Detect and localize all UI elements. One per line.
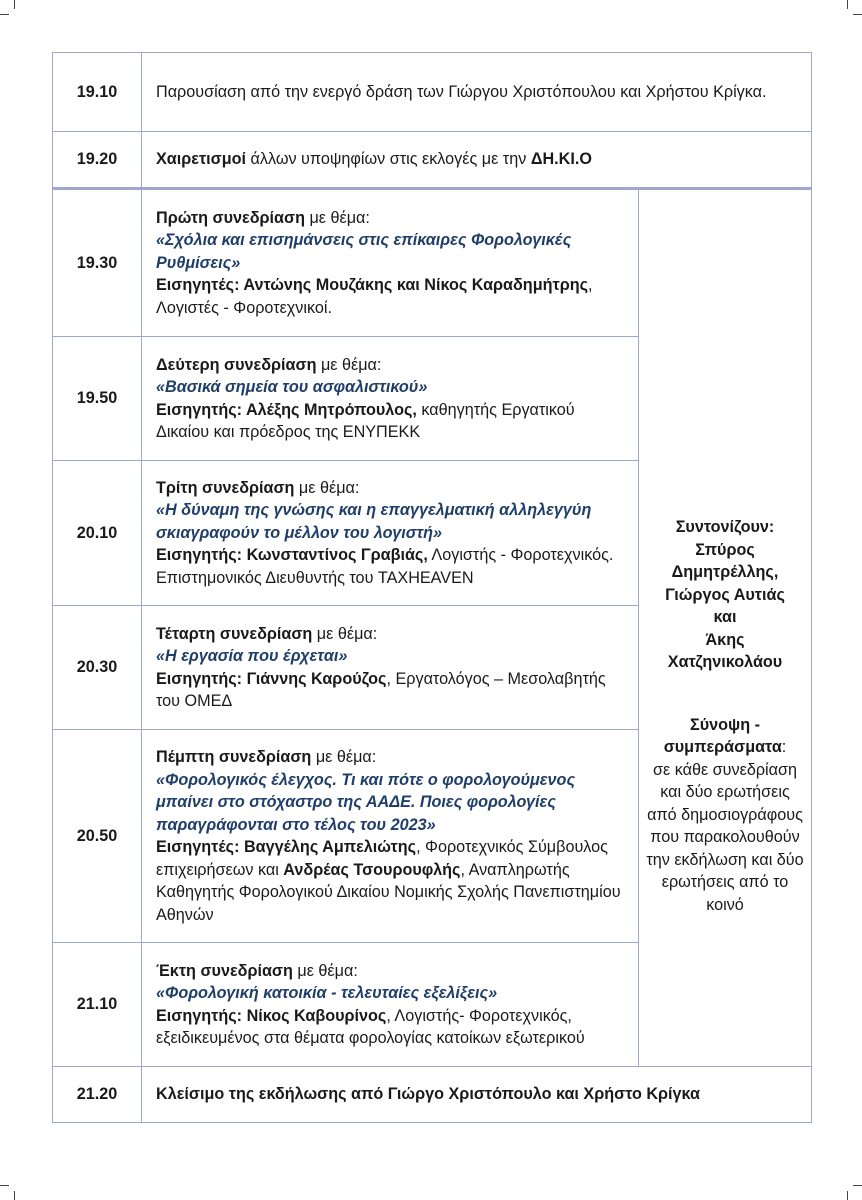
speaker-details: , Εργατολόγος – Μεσολαβητής του ΟΜΕΔ (156, 669, 606, 710)
time-cell: 20.30 (53, 606, 142, 730)
crop-mark (847, 0, 848, 9)
crop-mark (853, 14, 862, 15)
speaker-details: , Φοροτεχνικός Σύμβουλος επιχειρήσεων και (156, 838, 608, 879)
topic-intro: με θέμα: (316, 355, 382, 374)
speaker-names: Εισηγητής: Αλέξης Μητρόπουλος, (156, 400, 417, 419)
session-speakers (156, 1005, 624, 1050)
time-cell: 19.30 (53, 189, 142, 337)
session-heading (156, 477, 624, 500)
session-title: Πρώτη συνεδρίαση (156, 208, 305, 227)
speaker-details: καθηγητής Εργατικού Δικαίου και πρόεδρος της ΕΝΥΠΕΚΚ (156, 400, 575, 441)
session-description (142, 606, 639, 730)
session-topic: «Σχόλια και επισημάνσεις στις επίκαιρες Φορολογικές Ρυθμίσεις» (156, 231, 572, 272)
session-row (53, 189, 812, 337)
topic-intro: με θέμα: (294, 478, 360, 497)
program-table (52, 52, 812, 1123)
crop-mark (0, 1185, 9, 1186)
coordinator-conjunction: και (713, 608, 737, 626)
session-speakers (156, 399, 624, 444)
session-title: Τρίτη συνεδρίαση (156, 478, 295, 497)
time-cell: 20.50 (53, 730, 142, 943)
speaker-details: , Αναπληρωτής Καθηγητής Φορολογικού Δικαίου Νομικής Σχολής Πανεπιστημίου Αθηνών (156, 860, 621, 924)
speaker-names: Εισηγητής: Γιάννης Καρούζος (156, 669, 387, 688)
session-heading (156, 746, 624, 769)
session-heading (156, 207, 624, 230)
row-description (142, 132, 812, 189)
crop-mark (847, 1191, 848, 1200)
coordinator-name: Σπύρος (695, 540, 755, 559)
program-row (53, 53, 812, 132)
topic-intro: με θέμα: (311, 748, 377, 766)
topic-intro: με θέμα: (292, 961, 358, 980)
session-speakers (156, 836, 624, 926)
session-topic: «Φορολογικός έλεγχος. Τι και πότε ο φορολογούμενος μπαίνει στο στόχαστρο της ΑΑΔΕ. Ποιες φορολογίες παραγράφονται στο τέλος του 2023» (156, 770, 576, 834)
time-cell: 20.10 (53, 461, 142, 606)
crop-mark (0, 14, 9, 15)
coordinator-name: Άκης (705, 630, 745, 649)
session-title: Δεύτερη συνεδρίαση (156, 355, 317, 374)
speaker-names: Εισηγητής: Κωνσταντίνος Γραβιάς, (156, 546, 428, 565)
session-topic: «Η εργασία που έρχεται» (156, 647, 348, 665)
session-topic: «Η δύναμη της γνώσης και η επαγγελματική αλληλεγγύη σκιαγραφούν το μέλλον του λογιστή» (156, 501, 592, 542)
session-speakers (156, 274, 624, 319)
greeting-text: άλλων υποψηφίων στις εκλογές με την (246, 150, 531, 169)
session-heading (156, 960, 624, 983)
row-description: Παρουσίαση από την ενεργό δράση των Γιώργου Χριστόπουλου και Χρήστου Κρίγκα. (142, 53, 812, 132)
session-heading (156, 354, 624, 377)
time-cell: 19.50 (53, 337, 142, 461)
summary-heading (645, 714, 805, 759)
session-title: Πέμπτη συνεδρίαση (156, 748, 312, 766)
speaker-details: , Λογιστές - Φοροτεχνικοί. (156, 276, 593, 317)
session-description (142, 189, 639, 337)
greeting-label: Χαιρετισμοί (156, 150, 247, 169)
moderators-cell (639, 189, 812, 1067)
coordinator-name: Δημητρέλλης, (671, 563, 779, 581)
speaker-names: Εισηγητής: Νίκος Καβουρίνος (156, 1006, 387, 1025)
speaker-names: Ανδρέας Τσουρουφλής (283, 860, 461, 879)
crop-mark (14, 1191, 15, 1200)
session-topic: «Φορολογική κατοικία - τελευταίες εξελίξεις» (156, 984, 498, 1002)
speaker-names: Εισηγητές: Αντώνης Μουζάκης και Νίκος Καραδημήτρης (156, 276, 589, 295)
summary-colon: : (781, 738, 787, 756)
topic-intro: με θέμα: (312, 624, 378, 643)
session-topic: «Βασικά σημεία του ασφαλιστικού» (156, 378, 428, 396)
summary-text: σε κάθε συνεδρίαση και δύο ερωτήσεις από δημοσιογράφους που παρακολουθούν την εκδήλωση και δύο ερωτήσεις από το κοινό (646, 760, 804, 914)
session-title: Έκτη συνεδρίαση (156, 961, 293, 980)
speaker-details: Λογιστής - Φοροτεχνικός. Επιστημονικός Διευθυντής του TAXHEAVEN (156, 546, 614, 587)
coordinator-name: Γιώργος Αυτιάς (665, 585, 785, 604)
coordinators-label: Συντονίζουν: (675, 518, 775, 536)
session-description (142, 337, 639, 461)
speaker-details: , Λογιστής- Φοροτεχνικός, εξειδικευμένος στα θέματα φορολογίας κατοίκων εξωτερικού (156, 1006, 585, 1047)
crop-mark (14, 0, 15, 9)
party-name: ΔΗ.ΚΙ.Ο (530, 150, 592, 169)
session-description (142, 943, 639, 1067)
coordinator-name: Χατζηνικολάου (667, 653, 783, 671)
speaker-names: Εισηγητές: Βαγγέλης Αμπελιώτης (156, 838, 417, 856)
session-description (142, 730, 639, 943)
session-speakers (156, 544, 624, 589)
time-cell: 19.20 (53, 132, 142, 189)
time-cell: 21.20 (53, 1067, 142, 1123)
program-row (53, 1067, 812, 1123)
topic-intro: με θέμα: (304, 208, 370, 227)
session-heading (156, 623, 624, 646)
time-cell: 21.10 (53, 943, 142, 1067)
summary-label: Σύνοψη - συμπεράσματα (663, 715, 782, 756)
time-cell: 19.10 (53, 53, 142, 132)
closing-description: Κλείσιμο της εκδήλωσης από Γιώργο Χριστόπουλο και Χρήστο Κρίγκα (142, 1067, 812, 1123)
program-row (53, 132, 812, 189)
session-speakers (156, 668, 624, 713)
session-description (142, 461, 639, 606)
crop-mark (853, 1185, 862, 1186)
session-title: Τέταρτη συνεδρίαση (156, 624, 313, 643)
